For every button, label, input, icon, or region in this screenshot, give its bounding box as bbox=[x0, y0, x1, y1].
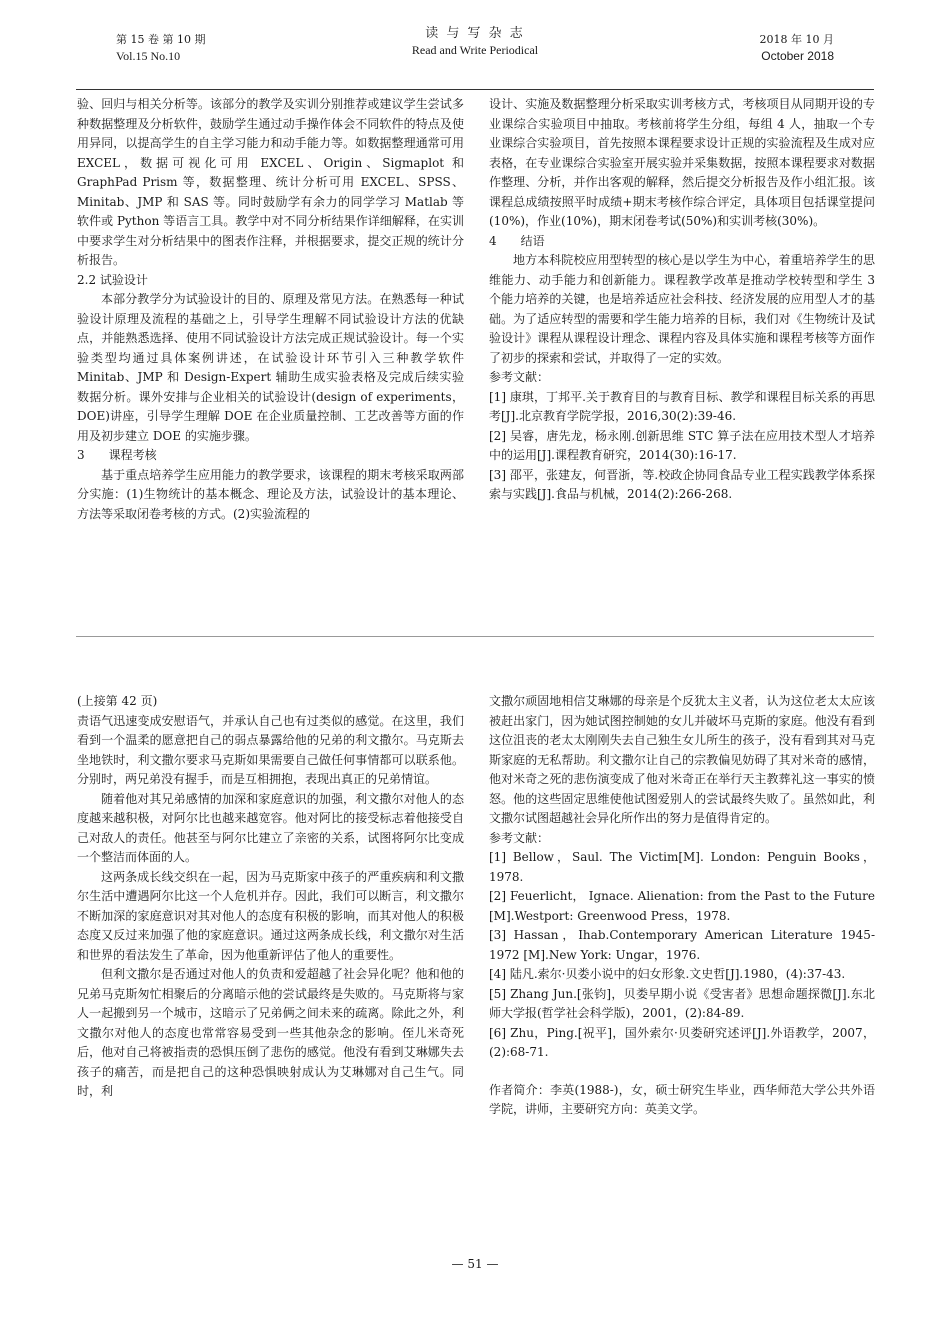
volume-en: Vol.15 No.10 bbox=[116, 49, 181, 63]
date-cn: 2018 年 10 月 bbox=[759, 33, 834, 46]
journal-title bbox=[325, 26, 625, 58]
reference-item: [6] Zhu，Ping.[祝平]，国外索尔·贝娄研究述评[J].外语教学，2007，(2):68-71. bbox=[489, 1025, 875, 1059]
paragraph: 地方本科院校应用型转型的核心是以学生为中心，着重培养学生的思维能力、动手能力和创新能力。课程教学改革是推动学校转型和学生 3 个能力培养的关键，也是培养适应社会科技、经济发展的应用型人才的基础。为了适应转型的需要和学生能力培养的目标，我们对《生物统计及试验设计》课程从课程设计理念、课程内容及具体实施和课程考核等方面作了初步的探索和尝试，并取得了一定的实效。 bbox=[489, 253, 875, 365]
date-en: October 2018 bbox=[761, 49, 834, 63]
upper-left-column bbox=[77, 95, 464, 524]
reference-item: [3] Hassan，Ihab.Contemporary American Literature 1945-1972 [M].New York: Ungar，1976. bbox=[489, 928, 875, 962]
reference-item: [4] 陆凡.索尔·贝娄小说中的妇女形象.文史哲[J].1980，(4):37-43. bbox=[489, 967, 846, 981]
reference-item: [1] 康琪，丁邦平.关于教育目的与教育目标、教学和课程目标关系的再思考[J].北京教育学院学报，2016,30(2):39-46. bbox=[489, 389, 875, 423]
section-heading-4: 4 结语 bbox=[489, 233, 545, 248]
reference-item: [5] Zhang Jun.[张钧]，贝娄早期小说《受害者》思想命题探微[J].东北师大学报(哲学社会科学版)，2001，(2):84-89. bbox=[489, 986, 875, 1020]
upper-right-column bbox=[489, 95, 875, 505]
journal-title-cn: 读 与 写 杂 志 bbox=[425, 26, 525, 41]
issue-info bbox=[116, 32, 316, 64]
references-title: 参考文献： bbox=[489, 830, 550, 845]
references-title: 参考文献： bbox=[489, 370, 550, 384]
volume-cn: 第 15 卷 第 10 期 bbox=[116, 33, 206, 46]
journal-title-en: Read and Write Periodical bbox=[411, 43, 539, 57]
paragraph: 设计、实施及数据整理分析采取实训考核方式，考核项目从同期开设的专业课综合实验项目中抽取。考核前将学生分组，每组 4 人，抽取一个专业课综合实验项目，首先按照本课程要求设计正规的实验流程及生成对应表格，在专业课综合实验室开展实验并采集数据，按照本课程要求对数据作整理、分析，并作出客观的解释，然后提交分析报告及作小组汇报。该课程总成绩按照平时成绩+期末考核作综合评定，具体项目包括课堂提问(10%)，作业(10%)，期末闭卷考试(50%)和实训考核(30%)。 bbox=[489, 97, 875, 228]
section-heading-3: 3 课程考核 bbox=[77, 448, 157, 462]
author-bio: 作者简介：李英(1988-)，女，硕士研究生毕业，西华师范大学公共外语学院，讲师，主要研究方向：英美文学。 bbox=[489, 1082, 875, 1116]
section-heading-2-2: 2.2 试验设计 bbox=[77, 272, 148, 287]
page-number: — 51 — bbox=[451, 1257, 499, 1271]
paragraph: 本部分教学分为试验设计的目的、原理及常见方法。在熟悉每一种试验设计原理及流程的基础之上，引导学生理解不同试验设计方法的优缺点，并能熟悉选择、使用不同试验设计方法完成正规试验设计。每一个实验类型均通过具体案例讲述，在试验设计环节引入三种教学软件 Minitab、JMP 和 Design-Expert 辅助生成实验表格及完成后续实验数据分析。课外安排与企业相关的试验设计(design of experiments，DOE)讲座，引导学生理解 DOE 在企业质量控制、工艺改善等方面的作用及初步建立 DOE 的实施步骤。 bbox=[77, 292, 464, 443]
reference-item: [2] Feuerlicht， Ignace. Alienation: from the Past to the Future [M].Westport: Greenwood Press，1978. bbox=[489, 889, 875, 923]
lower-right-column bbox=[489, 692, 875, 1120]
issue-date bbox=[634, 32, 834, 64]
paragraph: 文撒尔顽固地相信艾琳娜的母亲是个反犹太主义者，认为这位老太太应该被赶出家门，因为她试图控制她的女儿并破坏马克斯的家庭。他没有看到这位沮丧的老太太刚刚失去自己独生女儿所生的孩子，没有看到其对马克斯家庭的无私帮助。利文撒尔让自己的宗教偏见妨碍了其对米奇的感情，他对米奇之死的悲伤演变成了他对米奇正在举行天主教葬礼这一事实的愤怒。他的这些固定思维使他试图爱别人的尝试最终失败了。虽然如此，利文撒尔试图超越社会异化所作出的努力是值得肯定的。 bbox=[489, 694, 875, 825]
paragraph: 随着他对其兄弟感情的加深和家庭意识的加强，利文撒尔对他人的态度越来越积极，对阿尔比也越来越宽容。他对阿比的接受标志着他接受自己对敌人的责任。他甚至与阿尔比建立了亲密的关系，试图将阿尔比变成一个整洁而体面的人。 bbox=[77, 791, 464, 864]
paragraph: 责语气迅速变成安慰语气，并承认自己也有过类似的感觉。在这里，我们看到一个温柔的愿意把自己的弱点暴露给他的兄弟的利文撒尔。马克斯去坐地铁时，利文撒尔要求马克斯如果需要自己做任何事情都可以联系他。分别时，两兄弟没有握手，而是互相拥抱，表现出真正的兄弟情谊。 bbox=[77, 713, 464, 786]
continuation-note: (上接第 42 页) bbox=[77, 694, 158, 708]
reference-item: [3] 邵平，张建友，何晋浙，等.校政企协同食品专业工程实践教学体系探索与实践[J].食品与机械，2014(2):266-268. bbox=[489, 467, 875, 501]
article-divider bbox=[76, 636, 874, 637]
paragraph: 这两条成长线交织在一起，因为马克斯家中孩子的严重疾病和利文撒尔生活中遭遇阿尔比这一个人危机并存。因此，我们可以断言，利文撒尔不断加深的家庭意识对其对他人的态度有积极的影响，而其对他人的积极态度又反过来加强了他的家庭意识。通过这两条成长线，利文撒尔对生活和世界的看法发生了革命，因为他重新评估了他人的重要性。 bbox=[77, 869, 464, 962]
reference-item: [2] 吴睿，唐先龙，杨永刚.创新思维 STC 算子法在应用技术型人才培养中的运用[J].课程教育研究，2014(30):16-17. bbox=[489, 428, 875, 462]
lower-left-column bbox=[77, 692, 464, 1102]
paragraph: 但利文撒尔是否通过对他人的负责和爱超越了社会异化呢？他和他的兄弟马克斯匆忙相聚后的分离暗示他的尝试最终是失败的。马克斯将与家人一起搬到另一个城市，这暗示了兄弟俩之间未来的疏离。除此之外，利文撒尔对他人的态度也常常容易受到一些其他杂念的影响。侄儿米奇死后，他对自己将被指责的恐惧压倒了悲伤的感觉。他没有看到艾琳娜失去孩子的痛苦，而是把自己的这种恐惧映射成认为艾琳娜对自己生气。同时，利 bbox=[77, 967, 464, 1098]
paragraph: 基于重点培养学生应用能力的教学要求，该课程的期末考核采取两部分实施：(1)生物统计的基本概念、理论及方法，试验设计的基本理论、方法等采取闭卷考核的方式。(2)实验流程的 bbox=[77, 467, 464, 521]
header-rule bbox=[76, 89, 874, 90]
reference-item: [1] Bellow，Saul. The Victim[M]. London: Penguin Books，1978. bbox=[489, 850, 875, 884]
paragraph: 验、回归与相关分析等。该部分的教学及实训分别推荐或建议学生尝试多种数据整理及分析软件，鼓励学生通过动手操作体会不同软件的特点及使用异同，以提高学生的自主学习能力和动手能力等。如数据整理通常可用 EXCEL，数据可视化可用 EXCEL、Origin、Sigmaplot 和 GraphPad Prism 等，数据整理、统计分析可用 EXCEL、SPSS、Minitab、JMP 和 SAS 等。同时鼓励学有余力的同学学习 Matlab 等软件或 Python 等语言工具。教学中对不同分析结果作详细解释，在实训中要求学生对分析结果中的图表作注释，并根据要求，提交正规的统计分析报告。 bbox=[77, 97, 464, 267]
